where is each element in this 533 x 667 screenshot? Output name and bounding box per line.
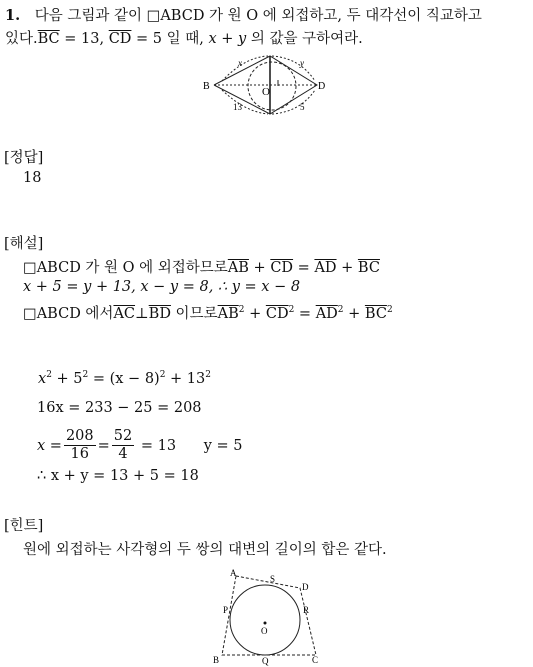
equation-2: 16x = 233 − 25 = 208 xyxy=(37,400,202,416)
exp3-eq: = xyxy=(294,306,316,322)
segment-bc: $\overline{BC}$ xyxy=(37,31,60,47)
exp3-sq4: 2 xyxy=(386,305,393,316)
fig1-label-y: y xyxy=(300,58,304,68)
fig1-label-13: 13 xyxy=(233,102,242,112)
eq3-lhs: x = xyxy=(37,437,62,454)
problem-number: 1. xyxy=(5,7,21,24)
fig1-label-d: D xyxy=(318,81,326,92)
equation-1 xyxy=(38,370,211,387)
segment-cd: $\overline{CD}$ xyxy=(108,31,132,47)
problem-line-2 xyxy=(5,27,363,48)
eq1-b: + 5 xyxy=(51,370,83,387)
fig2-label-s: S xyxy=(270,574,276,584)
perp-symbol: ⊥ xyxy=(135,306,149,322)
fig1-label-o: O xyxy=(262,86,270,98)
exp3-text: □ABCD 에서 xyxy=(23,306,114,322)
fig2-label-b: B xyxy=(213,655,220,665)
explanation-line-2: x + 5 = y + 13, x − y = 8, ∴ y = x − 8 xyxy=(23,279,301,295)
explanation-line-3 xyxy=(23,302,393,323)
exp3-cd: $\overline{CD}$ xyxy=(265,306,289,322)
exp3-ac: $\overline{AC}$ xyxy=(113,306,136,322)
exp1-ab: $\overline{AB}$ xyxy=(227,260,249,276)
fig1-label-b: B xyxy=(203,81,210,92)
problem-text-1: 다음 그림과 같이 □ABCD 가 원 O 에 외접하고, 두 대각선이 직교하고 xyxy=(34,8,482,24)
fig2-label-o: O xyxy=(261,626,268,636)
fig2-label-q: Q xyxy=(262,656,269,666)
exp1-text: □ABCD 가 원 O 에 외접하므로 xyxy=(23,260,228,276)
fig1-label-x: x xyxy=(238,58,242,68)
eq3-tail: = 13 y = 5 xyxy=(136,437,243,454)
exp3-sq2: 2 xyxy=(288,305,295,316)
explanation-line-1 xyxy=(23,256,380,277)
exp1-cd: $\overline{CD}$ xyxy=(270,260,294,276)
eq3-den1: 16 xyxy=(70,446,89,462)
problem-text-2c: = 5 일 때, xyxy=(131,31,209,47)
problem-text-2a: 있다. xyxy=(5,31,38,47)
eq1-sq4: 2 xyxy=(205,370,211,380)
exp3-plus2: + xyxy=(343,306,365,322)
eq1-sq3: 2 xyxy=(159,370,166,380)
exp1-plus1: + xyxy=(248,260,271,276)
exp1-eq: = xyxy=(293,260,315,276)
hint-text: 원에 외접하는 사각형의 두 쌍의 대변의 길이의 합은 같다. xyxy=(23,542,387,558)
exp3-plus1: + xyxy=(244,306,266,322)
answer-value: 18 xyxy=(23,170,42,186)
eq3-num2: 52 xyxy=(113,428,133,444)
expr-x-plus-y: x + y xyxy=(208,31,247,47)
eq1-sq2: 2 xyxy=(82,370,89,380)
fraction-52-4 xyxy=(112,428,134,463)
exp3-text-b: 이므로 xyxy=(170,306,218,322)
exp3-sq1: 2 xyxy=(238,305,245,316)
eq1-sq1: 2 xyxy=(46,370,52,380)
equation-4: ∴ x + y = 13 + 5 = 18 xyxy=(37,468,199,484)
arc-y xyxy=(272,56,315,81)
fig2-label-r: R xyxy=(303,605,310,615)
problem-line-1 xyxy=(5,4,482,25)
exp3-ad: $\overline{AD}$ xyxy=(315,306,338,322)
exp1-plus2: + xyxy=(336,260,358,276)
fig2-label-c: C xyxy=(312,655,319,665)
fig2-label-p: P xyxy=(223,605,229,615)
fig2-label-a: A xyxy=(230,568,237,578)
problem-text-2d: 의 값을 구하여라. xyxy=(246,31,363,47)
explanation-header: [해설] xyxy=(4,236,44,252)
problem-text-2b: = 13, xyxy=(59,31,109,47)
exp3-sq3: 2 xyxy=(337,305,344,316)
fig1-label-5: 5 xyxy=(300,102,305,112)
center-point xyxy=(264,622,267,625)
fraction-208-16 xyxy=(64,428,96,463)
eq3-den2: 4 xyxy=(118,446,128,462)
exp1-ad: $\overline{AD}$ xyxy=(314,260,337,276)
eq1-d: + 13 xyxy=(165,370,206,387)
fig2-label-d: D xyxy=(302,582,309,592)
exp3-ab: $\overline{AB}$ xyxy=(217,306,239,322)
exp3-bd: $\overline{BD}$ xyxy=(148,306,171,322)
hint-header: [힌트] xyxy=(4,518,44,534)
eq3-eq1: = xyxy=(97,437,110,454)
eq1-c: = (x − 8) xyxy=(88,370,160,387)
equation-3 xyxy=(37,428,243,463)
arc-5 xyxy=(272,90,315,114)
inscribed-circle xyxy=(230,585,300,655)
figure-circumscribed-quadrilateral xyxy=(208,566,328,666)
eq3-num1: 208 xyxy=(65,428,94,444)
answer-header: [정답] xyxy=(4,150,44,166)
figure-kite-circle xyxy=(200,52,330,120)
exp3-bc: $\overline{BC}$ xyxy=(364,306,387,322)
exp1-bc: $\overline{BC}$ xyxy=(357,260,380,276)
eq1-x: x xyxy=(38,370,47,387)
